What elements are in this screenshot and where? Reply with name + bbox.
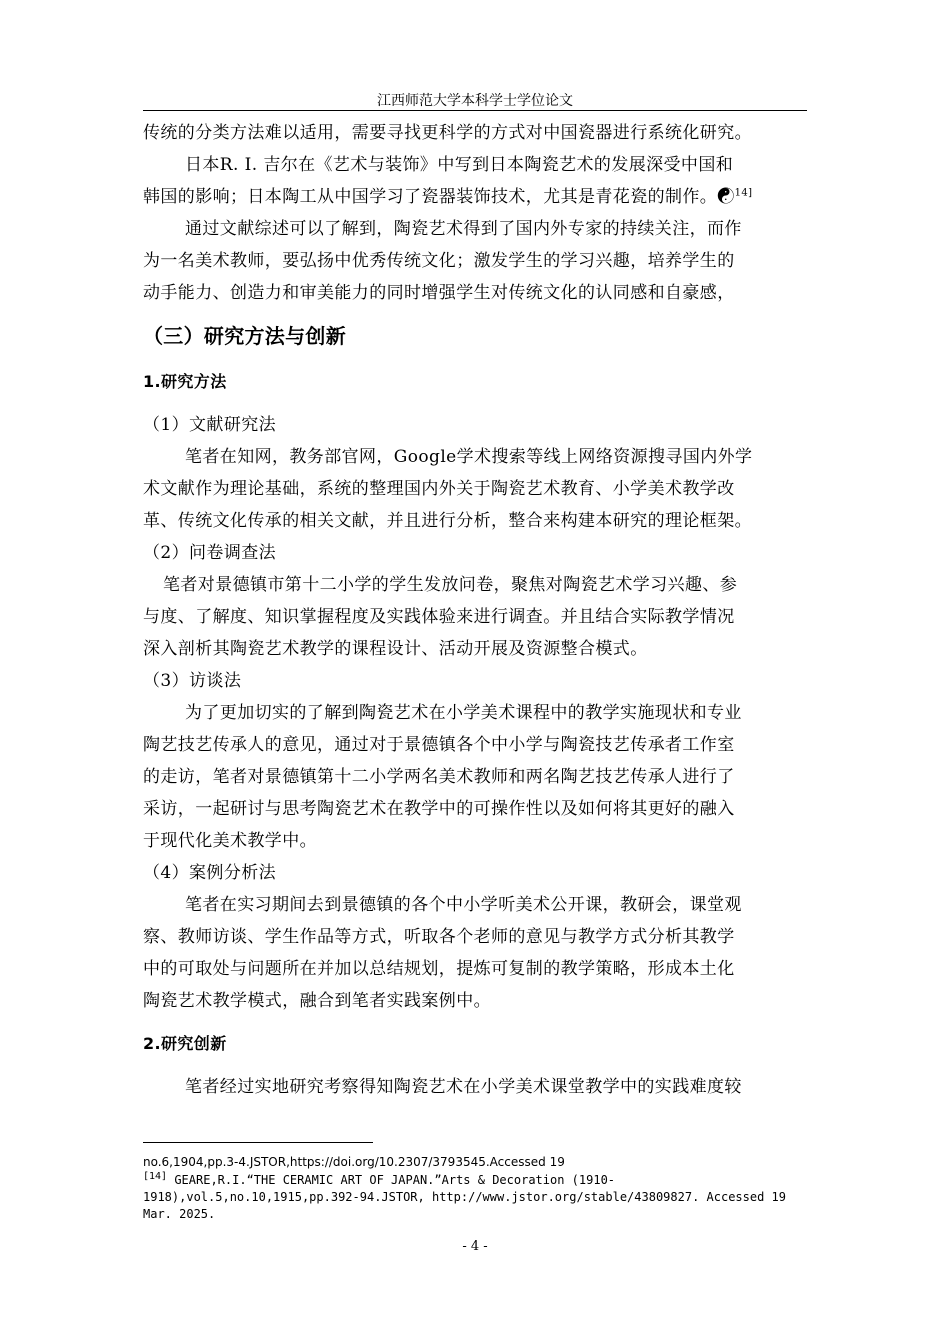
footnote-line: 1918),vol.5,no.10,1915,pp.392-94.JSTOR, http://www.jstor.org/stable/43809827. Accessed 19 [143,1190,786,1204]
body-line: 于现代化美术教学中。 [143,831,317,851]
body-line: 陶艺技艺传承人的意见，通过对于景德镇各个中小学与陶瓷技艺传承者工作室 [143,735,735,755]
footnote-rule [143,1142,373,1143]
body-line: 中的可取处与问题所在并加以总结规划，提炼可复制的教学策略，形成本土化 [143,959,735,979]
header-rule [143,110,807,111]
method-heading: （2）问卷调查法 [143,543,277,563]
body-line: 为一名美术教师，要弘扬中优秀传统文化；激发学生的学习兴趣，培养学生的 [143,251,735,271]
body-line: 的走访，笔者对景德镇第十二小学两名美术教师和两名陶艺技艺传承人进行了 [143,767,735,787]
footnote-line: no.6,1904,pp.3-4.JSTOR,https://doi.org/10.2307/3793545.Accessed 19 [143,1155,565,1169]
body-line: 深入剖析其陶瓷艺术教学的课程设计、活动开展及资源整合模式。 [143,639,648,659]
subsection-heading: 2.研究创新 [143,1034,227,1053]
body-line: 为了更加切实的了解到陶瓷艺术在小学美术课程中的教学实施现状和专业 [185,703,742,723]
body-line: 传统的分类方法难以适用，需要寻找更科学的方式对中国瓷器进行系统化研究。 [143,123,752,143]
body-line: 察、教师访谈、学生作品等方式，听取各个老师的意见与教学方式分析其教学 [143,927,735,947]
body-line: 笔者对景德镇市第十二小学的学生发放问卷，聚焦对陶瓷艺术学习兴趣、参 [163,575,738,595]
footnote-marker-icon: ☯ [717,187,735,207]
footnote-line: Mar. 2025. [143,1207,216,1221]
footnote-text: GEARE,R.I.“THE CERAMIC ART OF JAPAN.”Arts & Decoration (1910- [167,1173,616,1187]
body-text: 韩国的影响；日本陶工从中国学习了瓷器装饰技术，尤其是青花瓷的制作。 [143,187,718,207]
method-heading: （1）文献研究法 [143,415,277,435]
running-header: 江西师范大学本科学士学位论文 [377,93,573,109]
body-line: 术文献作为理论基础，系统的整理国内外关于陶瓷艺术教育、小学美术教学改 [143,479,735,499]
body-line: 采访，一起研讨与思考陶瓷艺术在教学中的可操作性以及如何将其更好的融入 [143,799,735,819]
body-line: 笔者经过实地研究考察得知陶瓷艺术在小学美术课堂教学中的实践难度较 [185,1077,742,1097]
body-line: 与度、了解度、知识掌握程度及实践体验来进行调查。并且结合实际教学情况 [143,607,735,627]
body-line: 革、传统文化传承的相关文献，并且进行分析，整合来构建本研究的理论框架。 [143,511,752,531]
footnote-reference[interactable]: 14] [734,187,753,199]
page-number: - 4 - [462,1239,488,1254]
body-line: 通过文献综述可以了解到，陶瓷艺术得到了国内外专家的持续关注，而作 [185,219,742,239]
footnote-number: [14] [143,1171,168,1182]
section-heading: （三）研究方法与创新 [143,324,346,348]
body-line: 动手能力、创造力和审美能力的同时增强学生对传统文化的认同感和自豪感， [143,283,735,303]
body-line: 笔者在知网，教务部官网，Google学术搜索等线上网络资源搜寻国内外学 [185,447,753,467]
body-line [143,185,752,209]
body-line: 笔者在实习期间去到景德镇的各个中小学听美术公开课，教研会，课堂观 [185,895,742,915]
footnote-line [143,1172,615,1188]
body-line: 陶瓷艺术教学模式，融合到笔者实践案例中。 [143,991,491,1011]
body-line: 日本R. I. 吉尔在《艺术与装饰》中写到日本陶瓷艺术的发展深受中国和 [185,155,734,175]
subsection-heading: 1.研究方法 [143,372,227,391]
method-heading: （3）访谈法 [143,671,242,691]
method-heading: （4）案例分析法 [143,863,277,883]
